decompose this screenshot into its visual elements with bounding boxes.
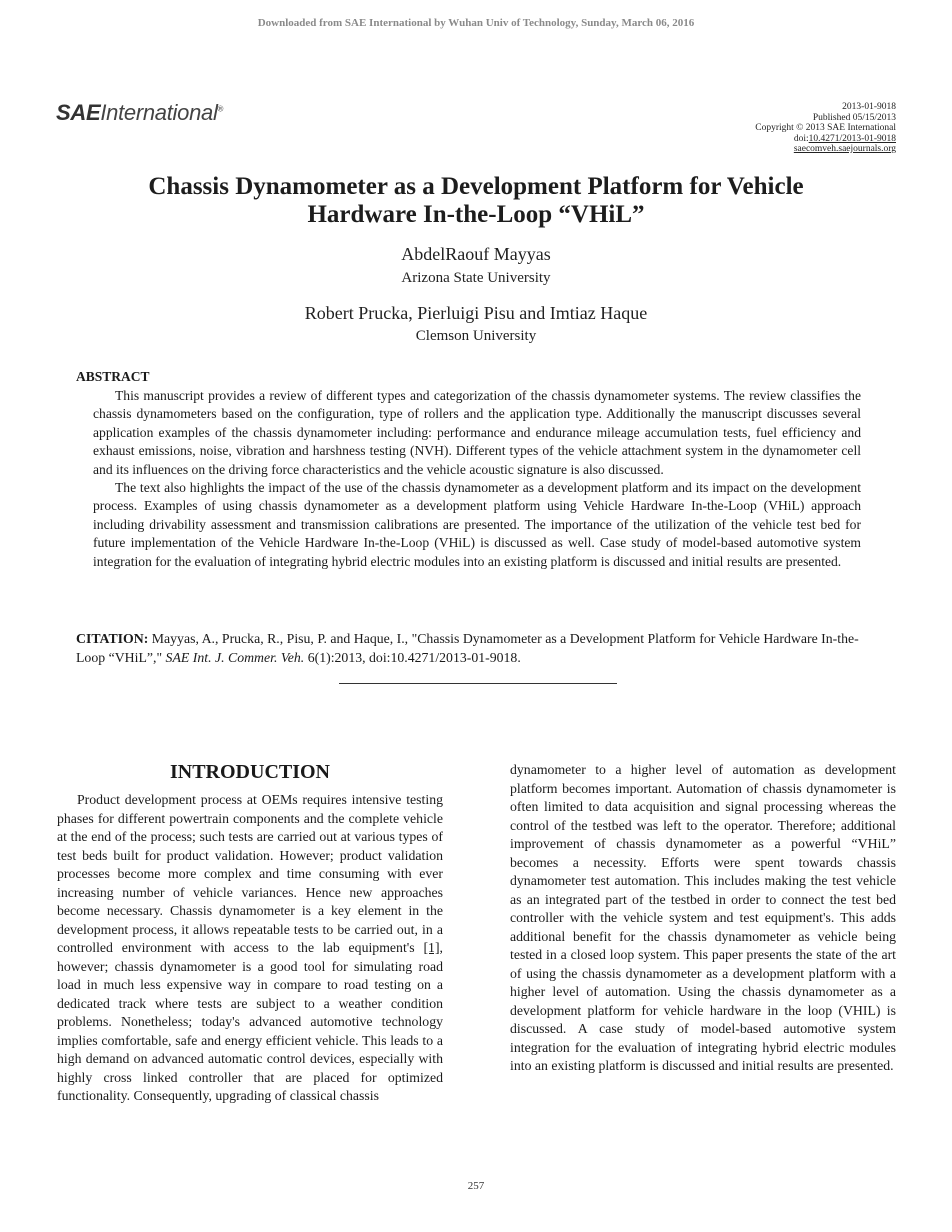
doi-prefix: doi: <box>793 133 809 144</box>
intro-text-a: Product development process at OEMs requires intensive testing phases for different powertrain components and the complete vehicle at the end of the process; such tests are carried out at various types of test beds built for product validation. However; product validation processes become more complex and time consuming with ever increasing number of vehicle variances. Hence new approaches become necessary. Chassis dynamometer is a key element in the development process, it allows repeatable tests to be carried out, in a controlled environment with access to the lab equipment's <box>57 792 443 955</box>
download-notice: Downloaded from SAE International by Wuhan Univ of Technology, Sunday, March 06, 2016 <box>257 17 695 29</box>
paper-title <box>60 173 892 229</box>
citation-label: CITATION: <box>76 631 149 646</box>
intro-paragraph-left <box>57 791 443 1106</box>
divider-rule <box>339 683 617 684</box>
right-column <box>510 761 896 1076</box>
affiliation-1: Arizona State University <box>401 270 551 286</box>
abstract-paragraph-1: This manuscript provides a review of different types and categorization of the chassis dynamometer systems. The review classifies the chassis dynamometers based on the configuration, type of rollers and the application type. Additionally the manuscript discusses several application examples of the chassis dynamometer including: performance and endurance mileage accumulation tests, fuel efficiency and exhaust emissions, noise, vibration and harshness testing (NVH). Different types of the vehicle attachment system in the dynamometer cell and its influences on the driving force characteristics and the vehicle acoustic signature is also discussed. <box>93 388 861 477</box>
logo-sae: SAE <box>56 100 101 125</box>
introduction-heading: INTRODUCTION <box>169 761 331 783</box>
reference-link-1[interactable]: [1] <box>423 940 440 955</box>
affiliation-2: Clemson University <box>415 328 537 344</box>
citation <box>76 630 876 667</box>
abstract-paragraph-2: The text also highlights the impact of the use of the chassis dynamometer as a development platform and its impact on the development process. Examples of using chassis dynamometer as a development platform using Vehicle Hardware In-the-Loop (VHiL) approach including drivability assessment and transmission calibrations are presented. The importance of the utilization of the vehicle test bed for future implementation of the Vehicle Hardware In-the-Loop (VHiL) is discussed as well. Case study of model-based automotive system integration for the evaluation of integrating hybrid electric modules into an existing platform is discussed and initial results are presented. <box>93 480 861 569</box>
doi-line <box>755 134 896 145</box>
intro-text-b: , however; chassis dynamometer is a good tool for simulating road load in much less expensive way in compare to road testing on a dedicated track where tests are subject to a weather condition problems. Nonetheless; today's advanced automotive technology implies comfortable, safe and energy efficient vehicle. This leads to a high demand on advanced automatic control devices, especially with highly cross linked controller that are placed for optimized functionality. Consequently, upgrading of classical chassis <box>57 940 443 1103</box>
doi-link[interactable]: 10.4271/2013-01-9018 <box>808 133 896 144</box>
page-number: 257 <box>467 1180 485 1192</box>
sae-international-logo <box>56 100 223 126</box>
authors-2: Robert Prucka, Pierluigi Pisu and Imtiaz Haque <box>304 303 648 323</box>
logo-international: International <box>100 100 218 125</box>
intro-paragraph-right: dynamometer to a higher level of automation as development platform becomes important. Automation of chassis dynamometer is often limited to data acquisition and signal processing whereas the control of the testbed was left to the operator. Therefore; additional improvement of chassis dynamometer as a powerful “VHiL” becomes a necessity. Efforts were spent towards chassis dynamometer test automation. This includes making the test vehicle as an integrated part of the testbed in order to connect the test bed controller with the vehicle system and test equipment's. This adds additional benefit for the chassis dynamometer as vehicle being tested in a closed loop system. This paper presents the state of the art of using the chassis dynamometer as a development platform with a higher level of automation. Using the chassis dynamometer as a development platform for vehicle hardware in the loop (VHIL) is discussed. A case study of model-based automotive system integration for the evaluation of integrating hybrid electric modules into an existing platform is discussed and initial results are presented. <box>510 762 896 1073</box>
title-line-1: Chassis Dynamometer as a Development Platform for Vehicle <box>148 173 804 200</box>
author-1: AbdelRaouf Mayyas <box>401 244 551 264</box>
abstract-heading: ABSTRACT <box>76 369 150 384</box>
paper-number: 2013-01-9018 <box>842 102 896 112</box>
logo-registered-mark: ® <box>217 104 224 114</box>
published-date: Published 05/15/2013 <box>812 112 896 123</box>
publication-meta <box>755 102 896 155</box>
left-column <box>57 761 443 1106</box>
title-line-2: Hardware In-the-Loop “VHiL” <box>307 201 645 228</box>
citation-text: Mayyas, A., Prucka, R., Pisu, P. and Haque, I., "Chassis Dynamometer as a Development Platform for Vehicle Hardware In-the-Loop “VHiL”," <box>76 631 859 665</box>
citation-rest: 6(1):2013, doi:10.4271/2013-01-9018. <box>304 649 521 665</box>
abstract-body <box>93 387 861 571</box>
copyright: Copyright © 2013 SAE International <box>755 123 896 133</box>
citation-journal: SAE Int. J. Commer. Veh. <box>165 649 305 665</box>
journal-link[interactable]: saecomveh.saejournals.org <box>793 144 896 154</box>
